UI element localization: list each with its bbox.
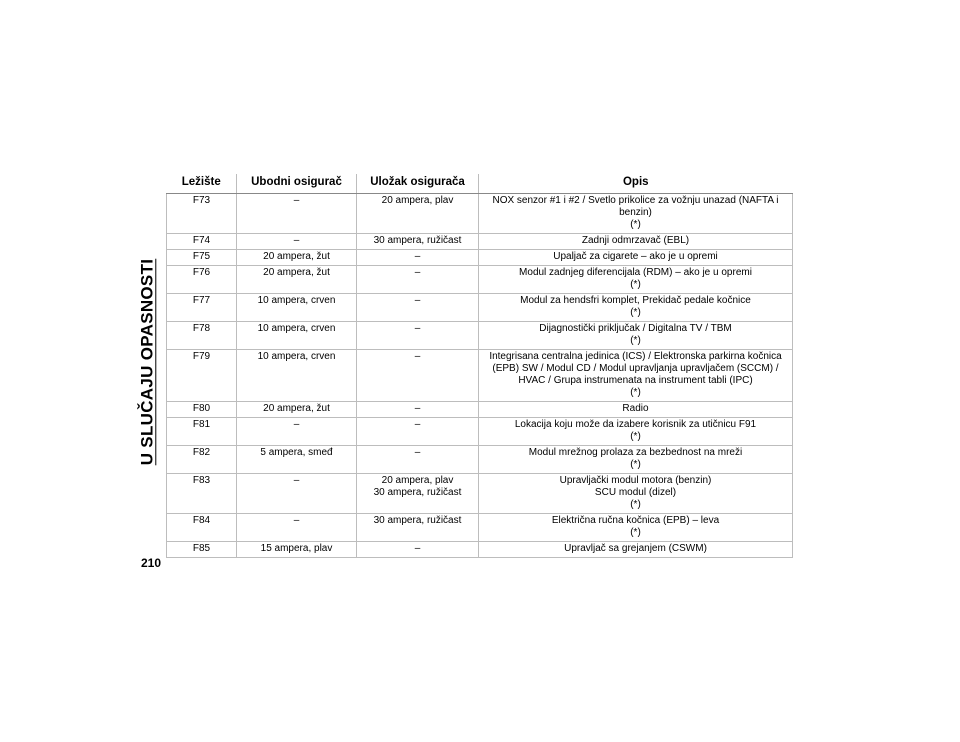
cartridge-fuse-value: 20 ampera, plav [381, 475, 454, 486]
cell-cavity [167, 418, 237, 446]
cell-cavity [167, 266, 237, 294]
cartridge-fuse-value: – [414, 447, 421, 458]
cavity-value: F84 [192, 515, 211, 526]
section-title-vertical [136, 176, 158, 548]
table-row [167, 322, 793, 350]
cell-cavity [167, 322, 237, 350]
description-note: (*) [630, 499, 641, 510]
cell-cartridge-fuse [357, 234, 479, 250]
cell-cavity [167, 474, 237, 514]
cartridge-fuse-value: 30 ampera, ružičast [373, 515, 462, 526]
table-header-row [167, 174, 793, 194]
fuse-table [166, 174, 793, 558]
blade-fuse-value: 10 ampera, crven [257, 351, 336, 362]
table-row [167, 294, 793, 322]
cell-cavity [167, 294, 237, 322]
cartridge-fuse-value: – [414, 295, 421, 306]
cell-cavity [167, 542, 237, 558]
description-text: Integrisana centralna jedinica (ICS) / Elektronska parkirna kočnica (EPB) SW / Modul CD / Modul upravljanja upravljačem (SCCM) / HVAC / Grupa instrumenata na instrument tabli (IPC) [489, 351, 782, 386]
description-note: (*) [630, 387, 641, 398]
cavity-value: F82 [192, 447, 211, 458]
cavity-value: F79 [192, 351, 211, 362]
cell-blade-fuse [237, 402, 357, 418]
blade-fuse-value: 5 ampera, smeđ [260, 447, 333, 458]
header-cartridge-fuse: Uložak osigurača [357, 174, 479, 194]
blade-fuse-value: – [293, 195, 300, 206]
description-text: Modul zadnjeg diferencijala (RDM) – ako je u opremi [519, 267, 752, 278]
cartridge-fuse-value: 30 ampera, ružičast [373, 235, 462, 246]
cell-blade-fuse [237, 194, 357, 234]
description-text: Modul mrežnog prolaza za bezbednost na mreži [528, 447, 743, 458]
cell-blade-fuse [237, 294, 357, 322]
header-description: Opis [479, 174, 793, 194]
cell-description [479, 542, 793, 558]
description-note: (*) [630, 279, 641, 290]
cell-cartridge-fuse [357, 446, 479, 474]
cell-blade-fuse [237, 266, 357, 294]
description-text-alt: SCU modul (dizel) [594, 487, 677, 498]
description-text: Radio [622, 403, 649, 414]
cavity-value: F73 [192, 195, 211, 206]
cell-cartridge-fuse [357, 474, 479, 514]
cell-cavity [167, 350, 237, 402]
table-row [167, 542, 793, 558]
cell-cartridge-fuse [357, 194, 479, 234]
table-row [167, 418, 793, 446]
description-text: Modul za hendsfri komplet, Prekidač pedale kočnice [520, 295, 751, 306]
cell-description [479, 402, 793, 418]
blade-fuse-value: 10 ampera, crven [257, 295, 336, 306]
blade-fuse-value: – [293, 475, 300, 486]
description-text: Lokacija koju može da izabere korisnik za utičnicu F91 [514, 419, 757, 430]
table-row [167, 194, 793, 234]
cartridge-fuse-value: – [414, 419, 421, 430]
cell-cavity [167, 402, 237, 418]
cell-description [479, 474, 793, 514]
cell-description [479, 514, 793, 542]
cartridge-fuse-value: 20 ampera, plav [381, 195, 454, 206]
cavity-value: F83 [192, 475, 211, 486]
cell-description [479, 250, 793, 266]
cell-cartridge-fuse [357, 266, 479, 294]
cell-blade-fuse [237, 322, 357, 350]
description-text: Upravljački modul motora (benzin) [559, 475, 712, 486]
cell-description [479, 234, 793, 250]
cell-description [479, 294, 793, 322]
cell-blade-fuse [237, 350, 357, 402]
cell-blade-fuse [237, 474, 357, 514]
blade-fuse-value: 20 ampera, žut [263, 267, 330, 278]
table-row [167, 250, 793, 266]
cell-description [479, 350, 793, 402]
cavity-value: F77 [192, 295, 211, 306]
cell-cartridge-fuse [357, 250, 479, 266]
cell-description [479, 194, 793, 234]
table-row [167, 350, 793, 402]
description-text: NOX senzor #1 i #2 / Svetlo prikolice za vožnju unazad (NAFTA i benzin) [492, 195, 779, 218]
cell-blade-fuse [237, 542, 357, 558]
cell-blade-fuse [237, 446, 357, 474]
cell-cavity [167, 234, 237, 250]
description-text: Električna ručna kočnica (EPB) – leva [551, 515, 720, 526]
cell-cartridge-fuse [357, 514, 479, 542]
blade-fuse-value: – [293, 235, 300, 246]
description-note: (*) [630, 431, 641, 442]
description-note: (*) [630, 527, 641, 538]
fuse-table-body [167, 194, 793, 558]
table-row [167, 266, 793, 294]
blade-fuse-value: 10 ampera, crven [257, 323, 336, 334]
cartridge-fuse-value: – [414, 267, 421, 278]
description-note: (*) [630, 219, 641, 230]
section-title-text: U SLUČAJU OPASNOSTI [137, 258, 157, 466]
description-text: Dijagnostički priključak / Digitalna TV / TBM [539, 323, 732, 334]
cavity-value: F78 [192, 323, 211, 334]
cell-blade-fuse [237, 514, 357, 542]
cell-description [479, 446, 793, 474]
cartridge-fuse-value: – [414, 251, 421, 262]
cartridge-fuse-value: – [414, 323, 421, 334]
cell-cartridge-fuse [357, 402, 479, 418]
cavity-value: F74 [192, 235, 211, 246]
header-cavity: Ležište [167, 174, 237, 194]
cell-blade-fuse [237, 250, 357, 266]
cell-cavity [167, 194, 237, 234]
cell-blade-fuse [237, 418, 357, 446]
cell-description [479, 418, 793, 446]
description-text: Upaljač za cigarete – ako je u opremi [553, 251, 718, 262]
blade-fuse-value: 15 ampera, plav [260, 543, 333, 554]
table-row [167, 402, 793, 418]
cartridge-fuse-value: – [414, 351, 421, 362]
cartridge-fuse-value-alt: 30 ampera, ružičast [373, 487, 462, 498]
table-row [167, 474, 793, 514]
cell-cavity [167, 250, 237, 266]
blade-fuse-value: – [293, 419, 300, 430]
blade-fuse-value: 20 ampera, žut [263, 403, 330, 414]
cell-cartridge-fuse [357, 322, 479, 350]
description-text: Zadnji odmrzavač (EBL) [581, 235, 690, 246]
cell-cavity [167, 514, 237, 542]
description-text: Upravljač sa grejanjem (CSWM) [564, 543, 707, 554]
cavity-value: F75 [192, 251, 211, 262]
cell-cartridge-fuse [357, 418, 479, 446]
cavity-value: F85 [192, 543, 211, 554]
table-row [167, 514, 793, 542]
cell-description [479, 266, 793, 294]
description-note: (*) [630, 335, 641, 346]
cell-cavity [167, 446, 237, 474]
page-number: 210 [141, 556, 162, 570]
cartridge-fuse-value: – [414, 403, 421, 414]
cell-description [479, 322, 793, 350]
cartridge-fuse-value: – [414, 543, 421, 554]
blade-fuse-value: – [293, 515, 300, 526]
cavity-value: F81 [192, 419, 211, 430]
table-row [167, 234, 793, 250]
cell-blade-fuse [237, 234, 357, 250]
blade-fuse-value: 20 ampera, žut [263, 251, 330, 262]
cavity-value: F80 [192, 403, 211, 414]
cell-cartridge-fuse [357, 294, 479, 322]
cell-cartridge-fuse [357, 542, 479, 558]
description-note: (*) [630, 459, 641, 470]
cell-cartridge-fuse [357, 350, 479, 402]
cavity-value: F76 [192, 267, 211, 278]
header-blade-fuse: Ubodni osigurač [237, 174, 357, 194]
table-row [167, 446, 793, 474]
description-note: (*) [630, 307, 641, 318]
